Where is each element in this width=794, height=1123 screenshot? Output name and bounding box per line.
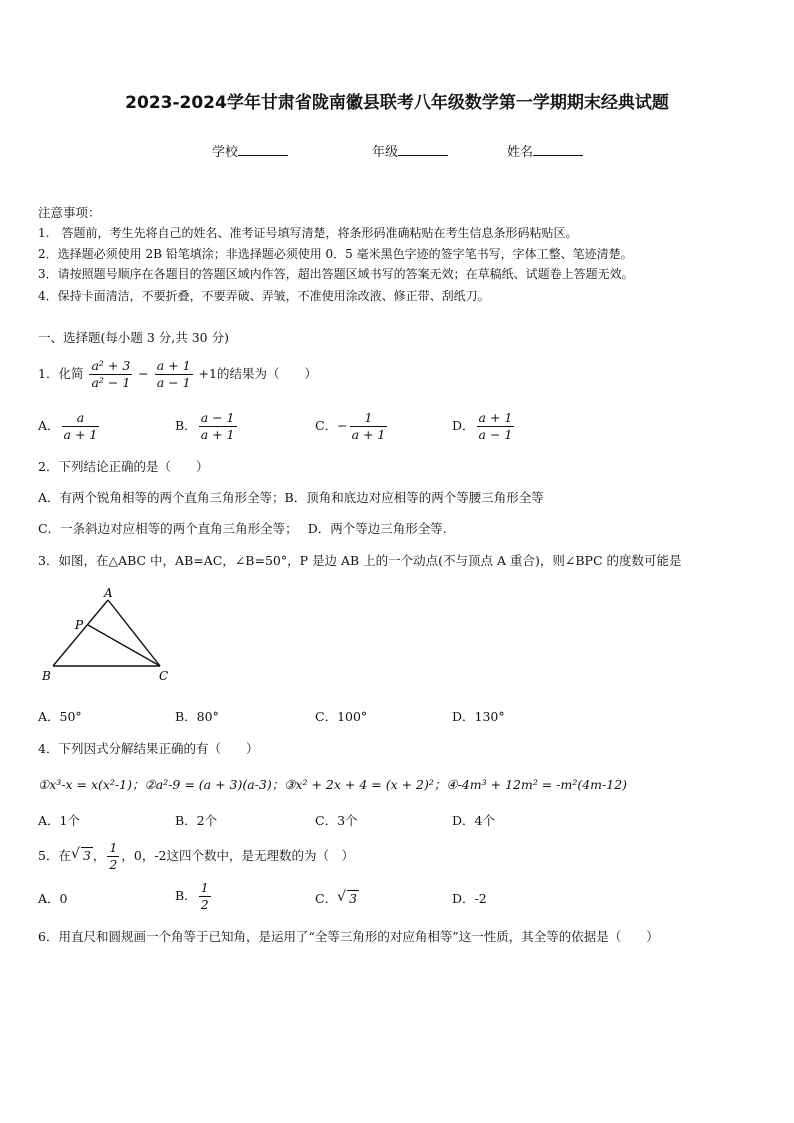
notice-item: 2．选择题必须使用 2B 铅笔填涂；非选择题必须使用 0．5 毫米黑色字迹的签字笔书写，字体工整、笔迹清楚。 [38,247,633,261]
q2-options-line-1: A．有两个锐角相等的两个直角三角形全等；B．顶角和底边对应相等的两个等腰三角形全等 [38,490,544,505]
q3-option-b: B．80° [175,709,219,724]
q1-option-a: A． $\frac{a}{a + 1}$ [38,410,98,442]
q1-option-d: D． $\frac{a + 1}{a - 1}$ [452,410,513,442]
school-field [212,141,288,160]
q5-option-a: A．0 [38,891,68,906]
q4-option-c: C．3个 [315,813,358,828]
grade-field [372,141,448,160]
notice-heading: 注意事项： [38,205,101,220]
notice-item: 4．保持卡面清洁，不要折叠，不要弄破、弄皱，不准使用涂改液、修正带、刮纸刀。 [38,289,490,303]
sqrt-3: √ 3 [71,848,93,863]
q1-tail: +1的结果为（ ） [198,366,317,381]
notice-item: 3．请按照题号顺序在各题目的答题区域内作答，超出答题区域书写的答案无效；在草稿纸、试题卷上答题无效。 [38,267,634,281]
q1-option-b: B． $\frac{a - 1}{a + 1}$ [175,410,235,442]
q1-minus: − [138,366,149,381]
q3-option-c: C．100° [315,709,368,724]
q1-option-c: C．− $\frac{1}{a + 1}$ [315,410,386,442]
triangle-figure [38,585,178,685]
q1-fraction-2: $\frac{a + 1}{a - 1}$ [156,358,191,390]
school-label: 学校 [212,145,239,160]
vertex-label-b: B [42,669,51,683]
q5-fraction: $\frac{1}{2}$ [109,840,118,872]
q1-fraction-1: $\frac{\text{a² + 3}}{\text{a² − 1}}$ [91,358,131,390]
question-4: 4．下列因式分解结果正确的有（ ） [38,741,259,756]
school-blank [238,143,288,156]
notice-item: 1. 答题前，考生先将自己的姓名、准考证号填写清楚，将条形码准确粘贴在考生信息条形码粘贴区。 [38,226,578,240]
grade-blank [398,143,448,156]
question-6: 6．用直尺和圆规画一个角等于已知角，是运用了“全等三角形的对应角相等”这一性质，其全等的依据是（ ） [38,929,659,944]
q4-option-a: A．1个 [38,813,80,828]
q4-option-d: D．4个 [452,813,495,828]
q2-options-line-2: C．一条斜边对应相等的两个直角三角形全等； D．两个等边三角形全等. [38,521,447,536]
q3-option-a: A．50° [38,709,82,724]
q4-option-b: B．2个 [175,813,218,828]
q3-option-d: D．130° [452,709,505,724]
q4-expressions: ①x³-x = x(x²-1)；②a²-9 = (a + 3)(a-3)；③x² + 2x + 4 = (x + 2)²；④-4m³ + 12m² = -m²(4m-12) [38,777,628,792]
page-title: 2023-2024学年甘肃省陇南徽县联考八年级数学第一学期期末经典试题 [125,93,669,113]
q5-option-c: C．√ 3 [315,889,359,907]
question-5: 5．在√ 3 ， $\frac{1}{2}$ ，0，-2这四个数中，是无理数的为（ ） [38,840,354,873]
name-blank [533,143,583,156]
question-2: 2．下列结论正确的是（ ） [38,459,209,474]
question-3: 3．如图，在△ABC 中，AB=AC，∠B=50°，P 是边 AB 上的一个动点(不与顶点 A 重合)，则∠BPC 的度数可能是 [38,553,682,568]
name-field [507,141,583,160]
question-1 [38,358,317,391]
vertex-label-c: C [159,669,169,683]
grade-label: 年级 [372,145,399,160]
name-label: 姓名 [507,145,534,160]
q5-option-b: B． $\frac{1}{2}$ [175,880,209,912]
vertex-label-p: P [75,618,84,632]
vertex-label-a: A [104,586,113,600]
q5-option-d: D．-2 [452,891,487,906]
section-heading: 一、选择题(每小题 3 分,共 30 分) [38,330,229,345]
q1-prefix: 1．化简 [38,366,84,381]
